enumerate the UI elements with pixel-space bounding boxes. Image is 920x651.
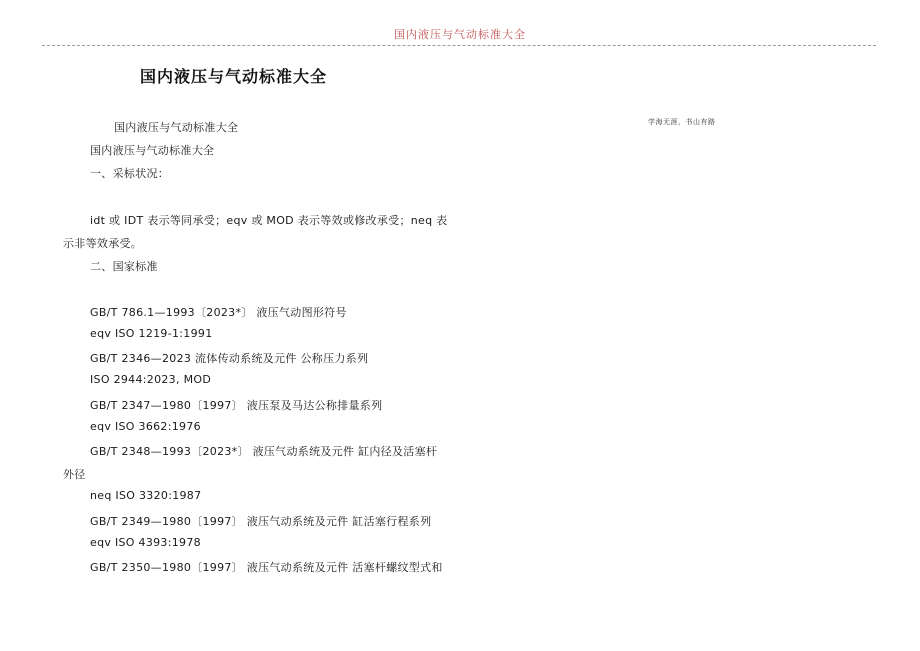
adoption-note: eqv ISO 4393:1978: [90, 536, 201, 549]
paragraph-line: idt 或 IDT 表示等同承受；eqv 或 MOD 表示等效或修改承受；neq 表: [90, 214, 448, 227]
standard-entry: GB/T 786.1—1993〔2023*〕 液压气动图形符号: [90, 306, 347, 319]
standard-entry: GB/T 2350—1980〔1997〕 液压气动系统及元件 活塞杆螺纹型式和: [90, 561, 443, 574]
adoption-note: neq ISO 3320:1987: [90, 489, 202, 502]
section-heading: 二、国家标准: [90, 260, 158, 273]
paragraph-line: 示非等效承受。: [63, 237, 143, 250]
document-title: 国内液压与气动标准大全: [140, 67, 328, 86]
standard-entry: GB/T 2348—1993〔2023*〕 液压气动系统及元件 缸内径及活塞杆: [90, 445, 438, 458]
standard-entry: GB/T 2346—2023 流体传动系统及元件 公称压力系列: [90, 352, 369, 365]
subtitle-line: 国内液压与气动标准大全: [114, 121, 239, 134]
standard-entry: GB/T 2347—1980〔1997〕 液压泵及马达公称排量系列: [90, 399, 383, 412]
paragraph-line: 国内液压与气动标准大全: [90, 144, 215, 157]
standard-entry-continuation: 外径: [63, 468, 86, 481]
standard-entry: GB/T 2349—1980〔1997〕 液压气动系统及元件 缸活塞行程系列: [90, 515, 432, 528]
adoption-note: eqv ISO 3662:1976: [90, 420, 201, 433]
section-heading: 一、采标状况：: [90, 167, 170, 180]
running-header: 国内液压与气动标准大全: [394, 28, 526, 41]
adoption-note: ISO 2944:2023, MOD: [90, 373, 212, 386]
header-divider: [42, 45, 876, 46]
side-note: 学海无涯，书山有路: [648, 118, 716, 126]
adoption-note: eqv ISO 1219-1:1991: [90, 327, 213, 340]
